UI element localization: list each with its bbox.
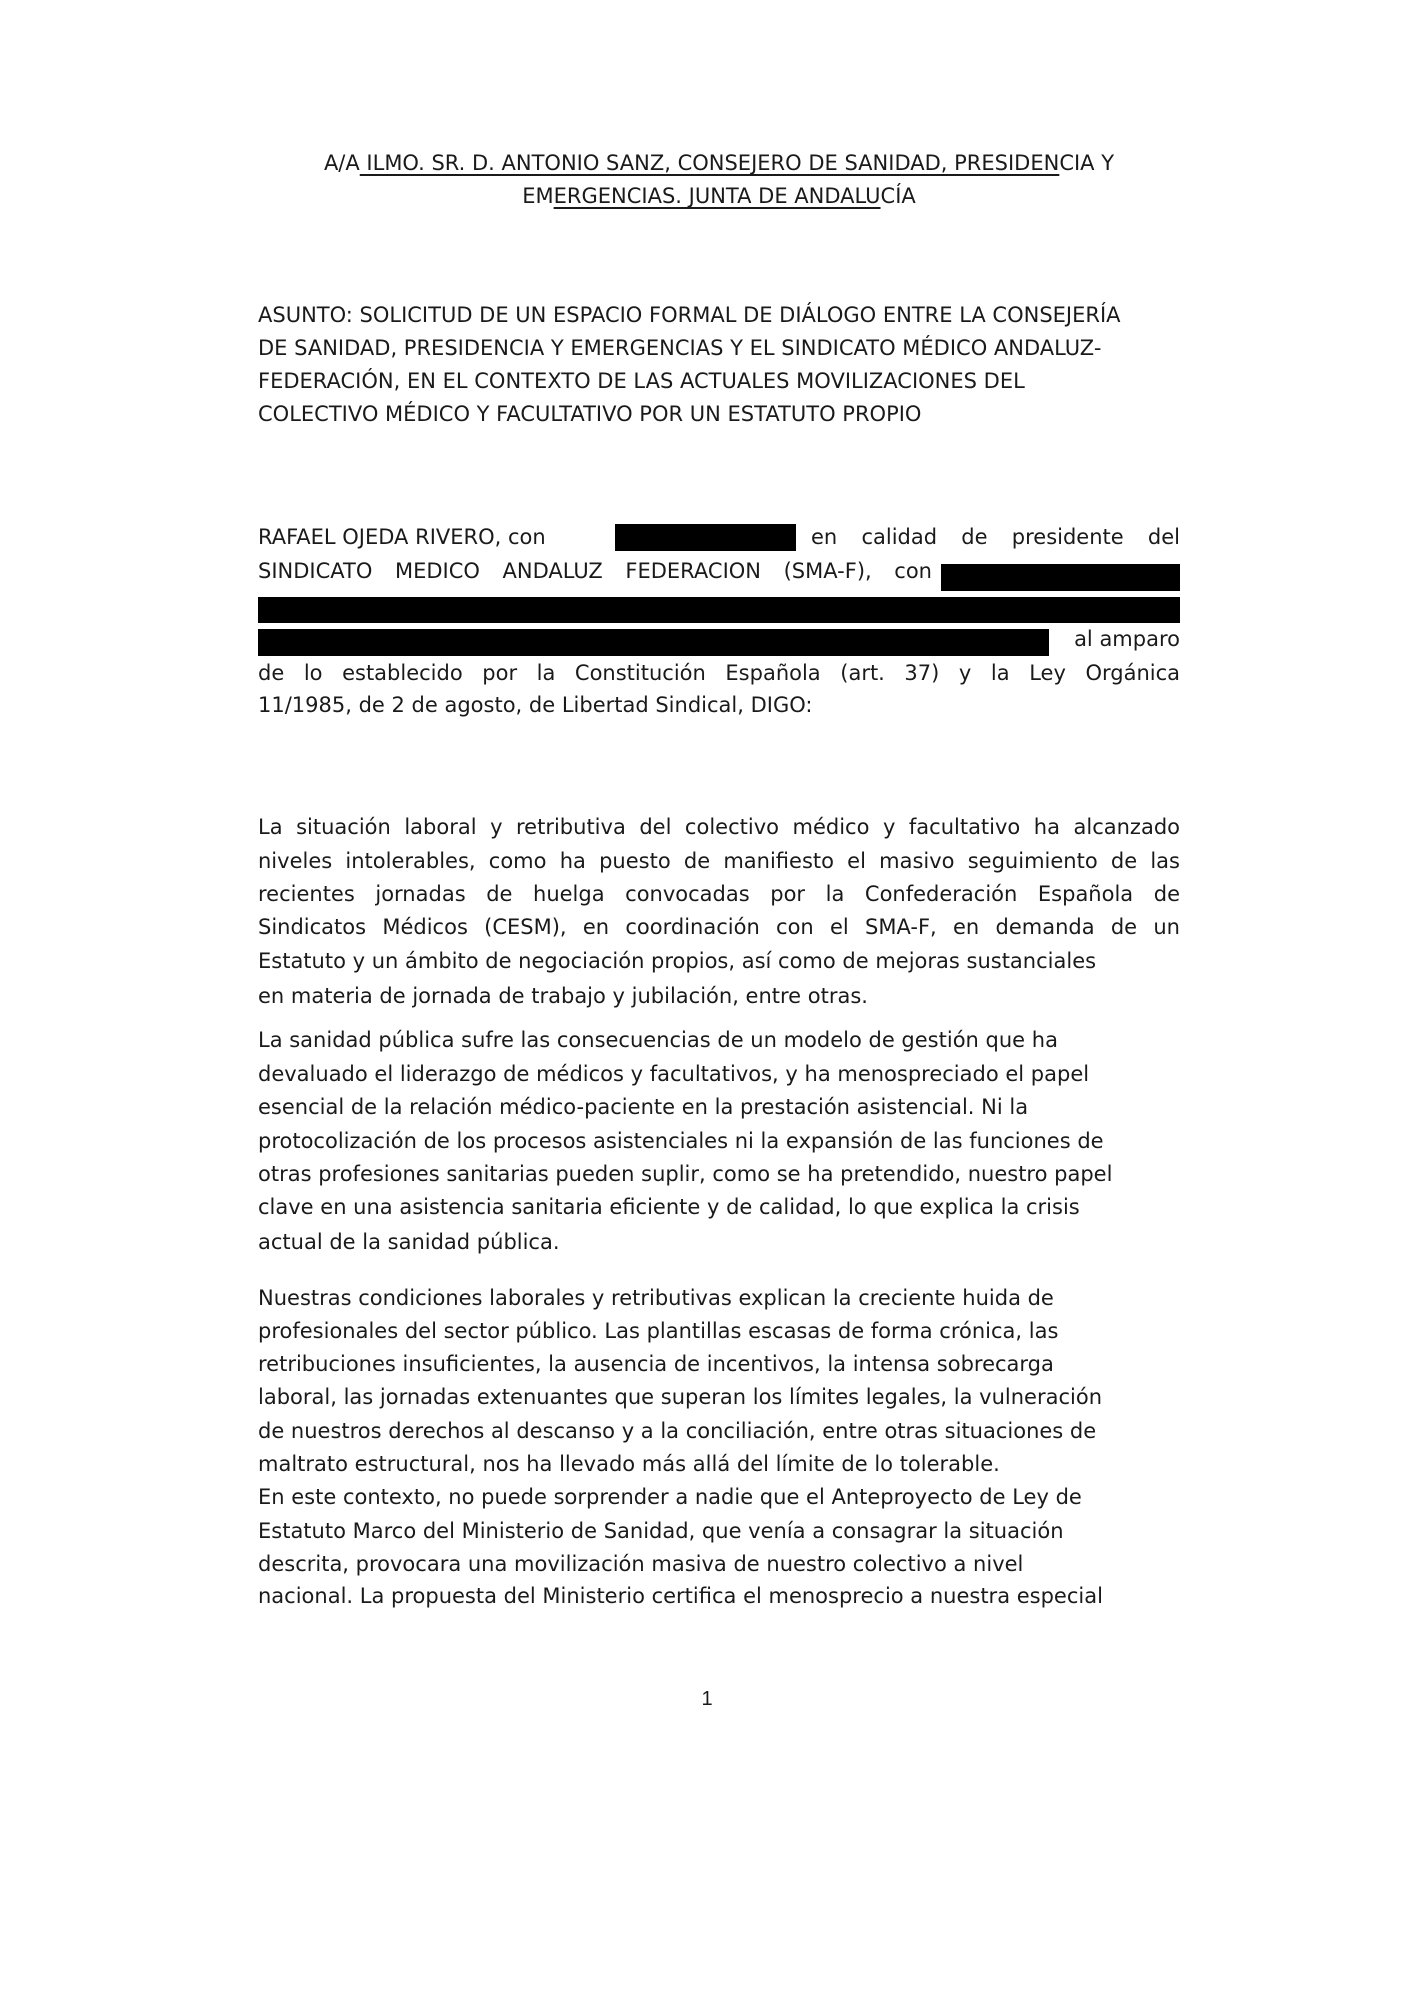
paragraph-line: Estatuto Marco del Ministerio de Sanidad, que venía a consagrar la situación [258,1519,1064,1543]
subject-line: ASUNTO: SOLICITUD DE UN ESPACIO FORMAL DE DIÁLOGO ENTRE LA CONSEJERÍA [258,303,1121,327]
paragraph-line: nacional. La propuesta del Ministerio certifica el menosprecio a nuestra especial [258,1584,1103,1608]
paragraph-line: La situación laboral y retributiva del colectivo médico y facultativo ha alcanzado [258,815,1180,839]
redaction-box [258,629,1049,656]
redaction-box [258,597,1180,623]
identification-text: al amparo [1074,627,1180,651]
paragraph-line: de nuestros derechos al descanso y a la conciliación, entre otras situaciones de [258,1419,1097,1443]
redaction-box [615,524,796,551]
paragraph-line: La sanidad pública sufre las consecuencias de un modelo de gestión que ha [258,1028,1058,1052]
paragraph-line: recientes jornadas de huelga convocadas por la Confederación Española de [258,882,1180,906]
page-number: 1 [701,1688,713,1710]
identification-text: en calidad de presidente del [811,525,1180,549]
subject-line: DE SANIDAD, PRESIDENCIA Y EMERGENCIAS Y EL SINDICATO MÉDICO ANDALUZ- [258,336,1102,360]
paragraph-line: En este contexto, no puede sorprender a nadie que el Anteproyecto de Ley de [258,1485,1082,1509]
addressee-underlined: ILMO. SR. D. ANTONIO SANZ, CONSEJERO DE SANIDAD, PRESIDEN [359,151,1060,175]
paragraph-line: en materia de jornada de trabajo y jubilación, entre otras. [258,984,868,1008]
addressee-underlined-2: ERGENCIAS. JUNTA DE ANDALU [553,184,881,208]
identification-text: 11/1985, de 2 de agosto, de Libertad Sindical, DIGO: [258,693,813,717]
identification-text: de lo establecido por la Constitución Española (art. 37) y la Ley Orgánica [258,661,1180,685]
identification-text: RAFAEL OJEDA RIVERO, con [258,525,546,549]
paragraph-line: descrita, provocara una movilización masiva de nuestro colectivo a nivel [258,1552,1024,1576]
paragraph-line: laboral, las jornadas extenuantes que superan los límites legales, la vulneración [258,1385,1102,1409]
addressee-line-1 [258,148,1180,178]
redaction-box [941,564,1180,591]
paragraph-line: retribuciones insuficientes, la ausencia de incentivos, la intensa sobrecarga [258,1352,1054,1376]
identification-text: SINDICATO MEDICO ANDALUZ FEDERACION (SMA-F), con [258,559,932,583]
addressee-suffix-2: CÍA [880,184,916,208]
paragraph-line: profesionales del sector público. Las plantillas escasas de forma crónica, las [258,1319,1059,1343]
addressee-suffix: CIA Y [1059,151,1115,175]
paragraph-line: clave en una asistencia sanitaria eficiente y de calidad, lo que explica la crisis [258,1195,1080,1219]
paragraph-line: otras profesiones sanitarias pueden suplir, como se ha pretendido, nuestro papel [258,1162,1113,1186]
paragraph-line: protocolización de los procesos asistenciales ni la expansión de las funciones de [258,1129,1104,1153]
paragraph-line: devaluado el liderazgo de médicos y facultativos, y ha menospreciado el papel [258,1062,1090,1086]
paragraph-line: Estatuto y un ámbito de negociación propios, así como de mejoras sustanciales [258,949,1097,973]
subject-line: COLECTIVO MÉDICO Y FACULTATIVO POR UN ESTATUTO PROPIO [258,402,922,426]
paragraph-line: esencial de la relación médico-paciente en la prestación asistencial. Ni la [258,1095,1029,1119]
addressee-prefix-2: EM [522,184,554,208]
addressee-line-2 [258,181,1180,211]
paragraph-line: Nuestras condiciones laborales y retributivas explican la creciente huida de [258,1286,1054,1310]
addressee-prefix: A/A [323,151,360,175]
paragraph-line: Sindicatos Médicos (CESM), en coordinación con el SMA-F, en demanda de un [258,915,1180,939]
paragraph-line: actual de la sanidad pública. [258,1230,560,1254]
paragraph-line: maltrato estructural, nos ha llevado más allá del límite de lo tolerable. [258,1452,1000,1476]
subject-line: FEDERACIÓN, EN EL CONTEXTO DE LAS ACTUALES MOVILIZACIONES DEL [258,369,1025,393]
paragraph-line: niveles intolerables, como ha puesto de manifiesto el masivo seguimiento de las [258,849,1180,873]
